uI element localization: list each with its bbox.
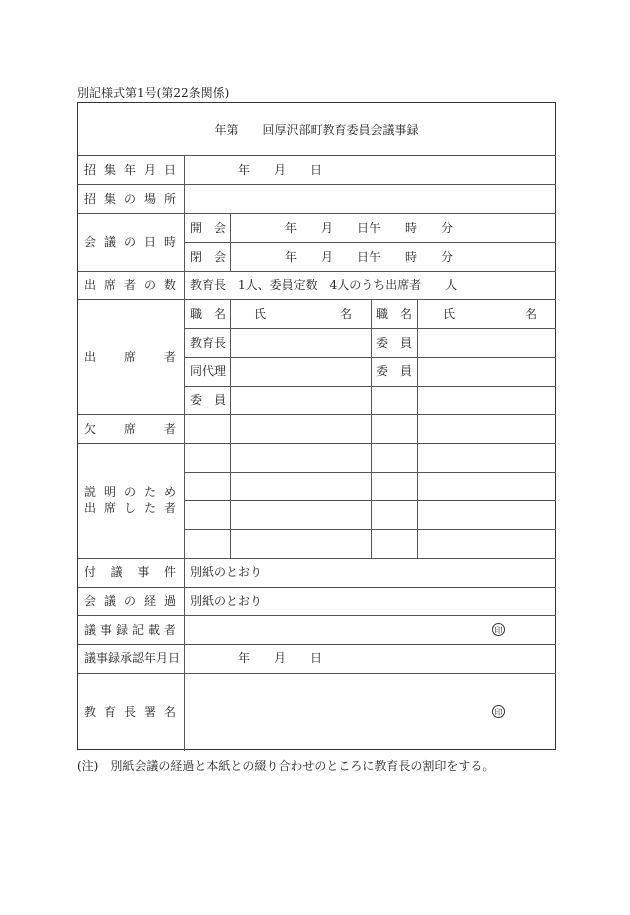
label-char: の xyxy=(123,485,136,499)
label-char: 者 xyxy=(163,422,176,436)
attendee-left-row: 委 員 xyxy=(190,393,227,407)
label-char: 事 xyxy=(99,623,112,637)
label-kyoikucho-shomei xyxy=(84,705,176,719)
label-char: 席 xyxy=(103,278,116,292)
row-divider xyxy=(184,472,556,473)
label-char: 席 xyxy=(123,422,136,436)
shounin-date-value: 年 月 日 xyxy=(238,651,323,665)
label-char: 日 xyxy=(143,235,156,249)
label-char: 議 xyxy=(84,623,97,637)
row-divider xyxy=(184,386,556,387)
label-char: 集 xyxy=(103,192,116,206)
row-divider xyxy=(184,357,556,358)
label-char: た xyxy=(143,485,156,499)
keika-value: 別紙のとおり xyxy=(190,594,263,608)
attendance-count: 教育長 1人、委員定数 4人のうち出席者 人 xyxy=(190,278,458,292)
col-name-left-b: 名 xyxy=(340,307,353,321)
col-position-left: 職 名 xyxy=(190,307,227,321)
column-divider xyxy=(230,299,231,558)
label-kaigi-nichiji xyxy=(84,235,176,249)
fugi-value: 別紙のとおり xyxy=(190,565,263,579)
label-char: 場 xyxy=(143,192,156,206)
label-char: 録 xyxy=(115,623,128,637)
label-char: 説 xyxy=(84,485,97,499)
col-name-right-a: 氏 xyxy=(443,307,456,321)
label-char: 者 xyxy=(163,350,176,364)
label-char: た xyxy=(143,501,156,515)
row-divider xyxy=(184,328,556,329)
label-char: 出 xyxy=(84,278,97,292)
label-char: 議 xyxy=(103,594,116,608)
row-divider xyxy=(78,558,556,559)
label-char: 欠 xyxy=(84,422,97,436)
row-divider xyxy=(78,644,556,645)
label-kiroku-kisai xyxy=(84,623,176,637)
minutes-title: 年第 回厚沢部町教育委員会議事録 xyxy=(214,123,419,137)
label-char: 名 xyxy=(163,705,176,719)
label-char: の xyxy=(123,192,136,206)
row-divider xyxy=(78,673,556,674)
row-divider xyxy=(78,299,556,300)
label-shoushu-place xyxy=(84,192,176,206)
close-label: 閉 会 xyxy=(190,250,227,264)
label-char: 記 xyxy=(131,623,144,637)
col-name-left-a: 氏 xyxy=(254,307,267,321)
row-divider xyxy=(184,500,556,501)
label-setsumei-2 xyxy=(84,501,176,515)
row-divider xyxy=(78,443,556,444)
label-char: 経 xyxy=(143,594,156,608)
seal-mark-icon: 印 xyxy=(492,705,505,718)
label-char: 所 xyxy=(163,192,176,206)
label-char: 明 xyxy=(103,485,116,499)
row-divider xyxy=(78,271,556,272)
col-name-right-b: 名 xyxy=(525,307,538,321)
label-char: 会 xyxy=(84,594,97,608)
label-char: 席 xyxy=(103,501,116,515)
label-char: 議 xyxy=(103,235,116,249)
label-char: 時 xyxy=(163,235,176,249)
label-char: 招 xyxy=(84,192,97,206)
label-char: 者 xyxy=(163,501,176,515)
label-shoushu-date xyxy=(84,163,176,177)
label-char: 出 xyxy=(84,501,97,515)
close-datetime: 年 月 日午 時 分 xyxy=(285,250,454,264)
label-char: 者 xyxy=(163,623,176,637)
label-char: 日 xyxy=(163,163,176,177)
form-caption: 別記様式第1号(第22条関係) xyxy=(77,86,230,100)
label-char: 載 xyxy=(147,623,160,637)
attendee-left-row: 教育長 xyxy=(190,336,227,350)
label-char: の xyxy=(143,278,156,292)
row-divider xyxy=(78,414,556,415)
label-char: 署 xyxy=(143,705,156,719)
label-char: 事 xyxy=(137,565,150,579)
label-shounin-date: 議事録承認年月日 xyxy=(84,651,181,665)
minutes-form xyxy=(77,102,556,750)
column-divider xyxy=(230,213,231,271)
seal-mark-icon: 印 xyxy=(492,623,505,636)
column-divider xyxy=(417,299,418,558)
row-divider xyxy=(78,184,556,185)
label-char: の xyxy=(123,235,136,249)
label-setsumei-1 xyxy=(84,485,176,499)
label-char: 長 xyxy=(123,705,136,719)
label-char: 議 xyxy=(110,565,123,579)
label-kaigi-keika xyxy=(84,594,176,608)
label-char: め xyxy=(163,485,176,499)
open-label: 開 会 xyxy=(190,221,227,235)
open-datetime: 年 月 日午 時 分 xyxy=(285,221,454,235)
label-char: 年 xyxy=(123,163,136,177)
label-char: 数 xyxy=(163,278,176,292)
label-char: 招 xyxy=(84,163,97,177)
label-char: 教 xyxy=(84,705,97,719)
attendee-left-row: 同代理 xyxy=(190,364,227,378)
row-divider xyxy=(78,155,556,156)
label-kesseki xyxy=(84,422,176,436)
row-divider xyxy=(78,615,556,616)
label-char: 育 xyxy=(103,705,116,719)
label-char: 会 xyxy=(84,235,97,249)
label-char: 付 xyxy=(84,565,97,579)
label-char: 出 xyxy=(84,350,97,364)
col-position-right: 職 名 xyxy=(376,307,413,321)
label-char: 席 xyxy=(123,350,136,364)
shoushu-date-value: 年 月 日 xyxy=(238,163,323,177)
attendee-right-row: 委 員 xyxy=(376,336,413,350)
row-divider xyxy=(78,213,556,214)
label-char: 集 xyxy=(103,163,116,177)
row-divider xyxy=(184,242,556,243)
label-char: の xyxy=(123,594,136,608)
label-column-divider xyxy=(184,155,185,751)
column-divider xyxy=(371,299,372,558)
label-shusseki-su xyxy=(84,278,176,292)
label-char: 過 xyxy=(163,594,176,608)
label-char: 者 xyxy=(123,278,136,292)
row-divider xyxy=(78,587,556,588)
footnote: (注) 別紙会議の経過と本紙との綴り合わせのところに教育長の割印をする。 xyxy=(77,759,495,773)
label-char: 件 xyxy=(163,565,176,579)
row-divider xyxy=(184,529,556,530)
label-fugi-jiken xyxy=(84,565,176,579)
label-char: し xyxy=(123,501,136,515)
attendee-right-row: 委 員 xyxy=(376,364,413,378)
label-shussekisha xyxy=(84,350,176,364)
label-char: 月 xyxy=(143,163,156,177)
